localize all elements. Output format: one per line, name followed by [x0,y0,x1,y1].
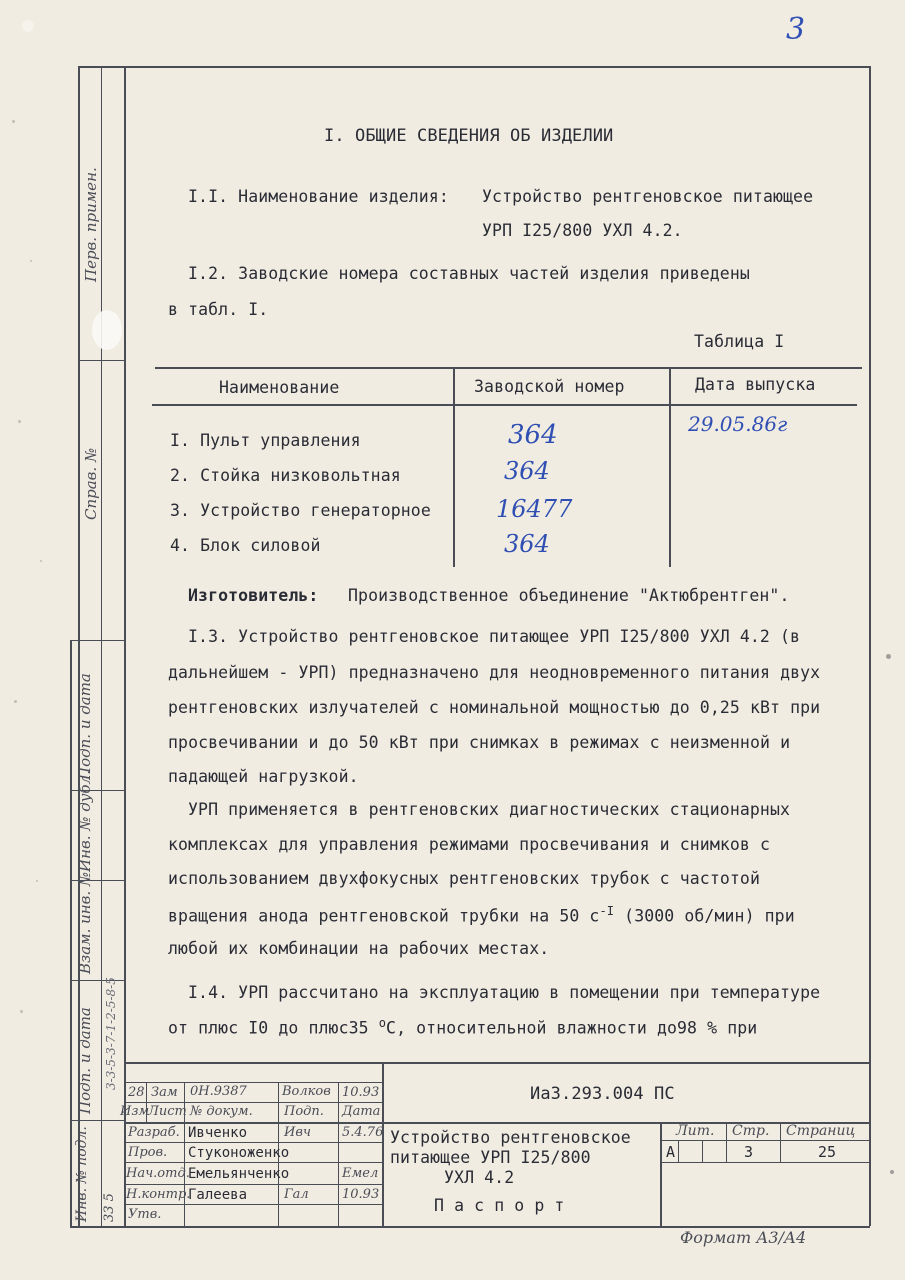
table-row-2-number: 364 [504,457,550,485]
margin-label-first-use: Перв. примен. [82,167,100,282]
para-usage-line-5: любой их комбинации на рабочих местах. [168,939,550,958]
table-top-line [155,367,862,369]
rev-date: 10.93 [342,1085,380,1100]
item-1-1-label: I.I. Наименование изделия: [188,187,449,206]
sign-role-2: Пров. [128,1145,168,1160]
tb-lit-sub [678,1140,679,1162]
table-row-1-date: 29.05.86г [688,412,788,436]
scan-smudge [92,310,122,350]
para-1-3-line-4: просвечивании и до 50 кВт при снимках в режимах с неизменной и [168,733,791,752]
frame-left [124,66,126,1226]
para-1-4-line-2-a: от плюс I0 до плюс35 [168,1018,379,1038]
tb-title-1: Устройство рентгеновское [390,1128,631,1147]
para-usage-line-4-b: (3000 об/мин) при [614,906,795,926]
tb-grid-h [124,1184,382,1185]
table-row-4-name: 4. Блок силовой [170,536,321,555]
table-header-date: Дата выпуска [695,375,816,394]
tb-title-3: УХЛ 4.2 [444,1168,515,1187]
para-1-4-line-2-sup: о [378,1016,387,1030]
frame-right [869,66,871,1226]
item-1-1-value-2: УРП I25/800 УХЛ 4.2. [482,221,683,240]
tb-lit-sub-2 [702,1140,703,1162]
tb-grid-h [124,1142,382,1143]
tb-lit-vline [726,1122,727,1162]
margin-divider [70,1120,124,1121]
item-1-2-line-2: в табл. I. [168,300,269,319]
margin-inv-number: 33 5 [102,1193,117,1222]
sign-name-2: Стуконоженко [188,1145,290,1161]
rev-hdr-sheet: Лист [148,1104,187,1119]
sign-role-4: Н.контр. [126,1187,191,1202]
tb-doc-type: П а с п о р т [434,1196,565,1215]
rev-docnum: 0Н.9387 [190,1084,247,1099]
tb-sheet-label: Стр. [732,1123,770,1139]
scan-speck [890,1170,894,1174]
para-1-4-line-2-b: С, относительной влажности до98 % при [386,1018,758,1038]
rev-change: 28 [128,1085,145,1100]
item-1-2-line-1: I.2. Заводские номера составных частей изделия приведены [188,264,750,283]
sign-date-1: 5.4.76 [342,1125,384,1140]
sign-date-4: 10.93 [342,1187,380,1202]
tb-right-divider [660,1122,662,1226]
rev-hdr-date: Дата [342,1104,381,1119]
margin-label-sign-date-1: Подп. и дата [76,673,94,780]
tb-grid-h [124,1162,382,1163]
tb-doc-number: Иа3.293.004 ПС [530,1084,675,1104]
para-1-3-line-3: рентгеновских излучателей с номинальной мощностью до 0,25 кВт при [168,698,821,717]
sign-sign-1: Ивч [284,1125,311,1140]
table-col-divider-1 [453,367,455,567]
margin-divider [70,640,124,641]
table-caption: Таблица I [694,332,785,351]
tb-lit-hline-2 [660,1162,870,1163]
sign-name-4: Галеева [188,1187,248,1203]
table-header-name: Наименование [219,378,340,397]
corner-page-number: 3 [786,12,806,47]
manufacturer-value: Производственное объединение "Актюбрентген". [348,586,790,605]
margin-divider [78,360,124,361]
margin-label-sign-date-2: Подп. и дата [76,1007,94,1114]
tb-title-2: питающее УРП I25/800 [390,1148,591,1167]
margin-strip-outer [70,640,72,1226]
sign-role-1: Разраб. [128,1125,180,1140]
table-row-3-name: 3. Устройство генераторное [170,501,431,520]
table-row-3-number: 16477 [496,495,573,523]
rev-sign: Волков [282,1084,331,1099]
tb-sheet-value: 3 [744,1143,754,1161]
para-1-3-line-5: падающей нагрузкой. [168,767,359,786]
margin-label-orig-inv: Инв. № подл. [74,1126,90,1222]
scan-speck [12,120,15,123]
tb-grid-h [124,1204,382,1205]
sign-role-3: Нач.отд. [126,1166,190,1181]
table-header-line [152,404,857,406]
rev-hdr-sign: Подп. [284,1104,324,1119]
scan-speck [886,654,891,659]
tb-grid-v [338,1082,339,1226]
table-row-1-name: I. Пульт управления [170,431,361,450]
sign-name-1: Ивченко [188,1125,248,1141]
table-col-divider-2 [669,367,671,567]
margin-stamp: 3-3-5-3-7-1-2-5-8-5 [104,977,118,1090]
rev-sheet: Зам [151,1085,178,1100]
para-usage-line-4-a: вращения анода рентгеновской трубки на 50 с [168,906,600,926]
para-usage-line-4-sup: -I [599,904,615,918]
tb-grid-h [124,1102,382,1103]
section-title: I. ОБЩИЕ СВЕДЕНИЯ ОБ ИЗДЕЛИИ [324,126,614,146]
sign-sign-4: Гал [284,1187,309,1202]
para-usage-line-4 [168,904,795,926]
margin-label-replaced-inv: Взам. инв. № [76,871,94,974]
para-1-4-line-2 [168,1016,757,1038]
tb-left-divider [382,1062,384,1226]
tb-top [124,1062,870,1064]
table-row-1-number: 364 [508,420,558,450]
scan-speck [36,880,38,882]
para-usage-line-2: комплексах для управления режимами просвечивания и снимков с [168,835,771,854]
sign-role-5: Утв. [128,1207,162,1222]
scan-speck [18,420,21,423]
manufacturer-label: Изготовитель: [188,586,319,605]
tb-sheets-value: 25 [818,1143,837,1161]
tb-grid-h [124,1082,382,1083]
table-row-2-name: 2. Стойка низковольтная [170,466,401,485]
tb-grid-h [124,1122,382,1124]
rev-hdr-docnum: № докум. [190,1104,253,1119]
para-1-4-line-1: I.4. УРП рассчитано на эксплуатацию в помещении при температуре [188,983,821,1002]
scan-speck [14,700,17,703]
para-1-3-line-1: I.3. Устройство рентгеновское питающее УРП I25/800 УХЛ 4.2 (в [188,627,801,646]
frame-top [78,66,870,68]
scan-speck [30,260,32,262]
item-1-1-value-1: Устройство рентгеновское питающее [482,187,814,206]
para-usage-line-1: УРП применяется в рентгеновских диагностических стационарных [188,800,791,819]
para-usage-line-3: использованием двухфокусных рентгеновских трубок с частотой [168,869,760,888]
tb-lit-label: Лит. [676,1123,715,1139]
scan-speck [40,560,42,562]
format-label: Формат А3/А4 [680,1228,807,1247]
table-header-number: Заводской номер [474,377,625,396]
sign-sign-3: Емел [342,1166,379,1181]
tb-sheets-label: Страниц [786,1123,856,1139]
scan-speck [20,1010,23,1013]
table-row-4-number: 364 [504,530,550,558]
tb-lit-vline-2 [780,1122,781,1162]
para-1-3-line-2: дальнейшем - УРП) предназначено для неодновременного питания двух [168,663,821,682]
sign-name-3: Емельянченко [188,1166,290,1182]
scan-smudge [22,20,34,32]
rev-hdr-change: Изм [120,1104,150,1119]
margin-strip-inner [101,66,102,1226]
margin-label-ref-no: Справ. № [82,447,100,520]
margin-label-dup-inv: Инв. № дубл. [76,770,94,872]
tb-lit-hline [660,1140,870,1141]
tb-lit-value: А [666,1143,676,1161]
